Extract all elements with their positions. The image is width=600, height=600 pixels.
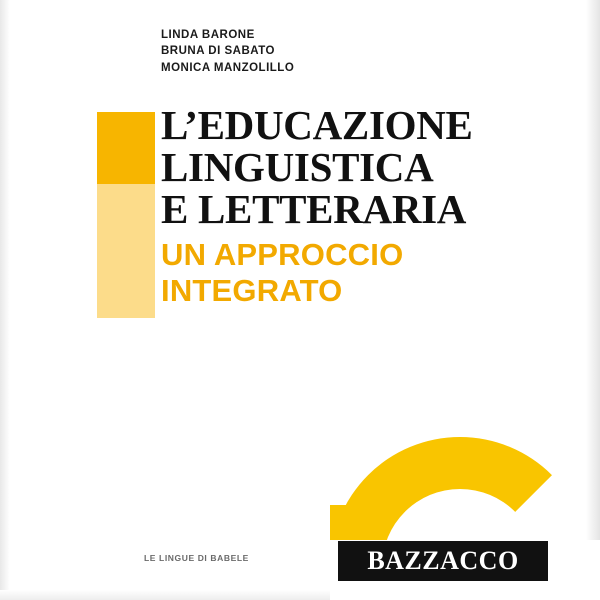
publisher-logo: [338, 541, 548, 581]
title-block: [161, 104, 581, 310]
accent-bar-dark: [97, 112, 155, 184]
author-name-2: BRUNA DI SABATO: [161, 45, 275, 58]
title-line-1: L’EDUCAZIONE: [161, 102, 473, 148]
author-name-3: MONICA MANZOLILLO: [161, 61, 295, 74]
accent-bar-light: [97, 184, 155, 318]
title-line-2: LINGUISTICA: [161, 144, 434, 191]
series-label: LE LINGUE DI BABELE: [144, 553, 249, 563]
author-name-1: LINDA BARONE: [161, 29, 255, 41]
page-edge-right: [586, 0, 600, 600]
subtitle-block: [161, 237, 581, 310]
author-list: [161, 27, 294, 76]
subtitle-line-1: UN APPROCCIO: [161, 236, 404, 272]
page-edge-left: [0, 0, 10, 600]
title-line-3: E LETTERARIA: [161, 186, 467, 233]
publisher-name: BAZZACCO: [367, 546, 519, 575]
subtitle-line-2: INTEGRATO: [161, 273, 343, 309]
